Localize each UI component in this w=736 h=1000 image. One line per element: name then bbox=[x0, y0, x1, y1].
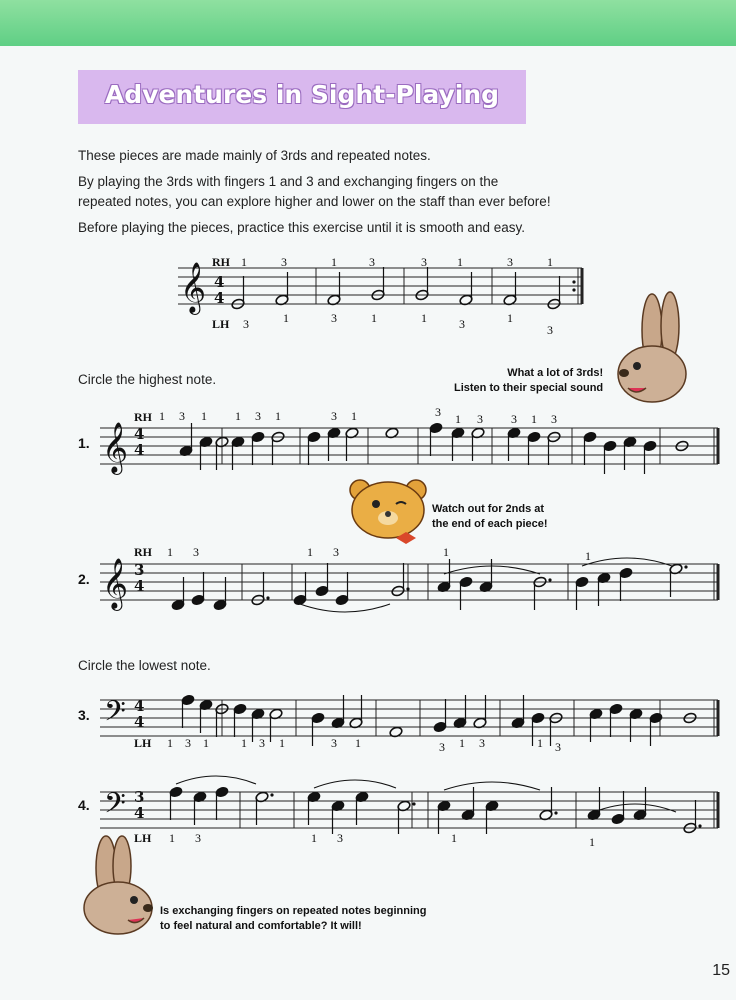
piece4-time-top: 3 bbox=[134, 788, 145, 806]
treble-clef-icon: 𝄞 bbox=[180, 262, 207, 313]
piece1-finger-number: 1 bbox=[235, 409, 241, 423]
note bbox=[307, 791, 321, 825]
note bbox=[233, 703, 247, 737]
note bbox=[589, 708, 603, 742]
piece3-finger-number: 3 bbox=[439, 740, 445, 754]
piece-number-2: 2. bbox=[78, 571, 90, 587]
piece1-finger-number: 1 bbox=[201, 409, 207, 423]
page-number: 15 bbox=[712, 962, 730, 979]
note-dot bbox=[698, 824, 701, 827]
note bbox=[471, 427, 485, 461]
note bbox=[255, 791, 274, 825]
piece2-finger-number: 1 bbox=[443, 545, 449, 559]
piece2-time-bottom: 4 bbox=[134, 577, 145, 595]
piece3-lh-label: LH bbox=[134, 736, 152, 750]
note-dot bbox=[270, 793, 273, 796]
piece3-finger-number: 1 bbox=[203, 736, 209, 750]
slur bbox=[176, 776, 256, 784]
note-dot bbox=[554, 811, 557, 814]
note-dot bbox=[548, 578, 551, 581]
piece3-finger-number: 3 bbox=[259, 736, 265, 750]
slur bbox=[300, 604, 390, 612]
note bbox=[191, 572, 205, 606]
piece1-finger-number: 1 bbox=[351, 409, 357, 423]
note bbox=[193, 791, 207, 825]
note bbox=[629, 708, 643, 742]
note bbox=[293, 572, 307, 606]
note bbox=[683, 800, 702, 834]
note bbox=[311, 712, 325, 746]
bear-speech-line-2: the end of each piece! bbox=[432, 518, 548, 530]
piece3-finger-number: 1 bbox=[355, 736, 361, 750]
exercise-rh-finger-number: 3 bbox=[369, 255, 375, 269]
exercise-lh-finger-number: 1 bbox=[371, 311, 377, 325]
exercise-rh-finger-number: 1 bbox=[457, 255, 463, 269]
exercise-rh-finger-number: 3 bbox=[281, 255, 287, 269]
piece4-staff bbox=[100, 792, 718, 828]
intro-line-4: Before playing the pieces, practice this exercise until it is smooth and easy. bbox=[78, 220, 525, 235]
note bbox=[623, 436, 637, 470]
note-dot bbox=[406, 587, 409, 590]
exercise-lh-label: LH bbox=[212, 317, 230, 331]
piece-number-1: 1. bbox=[78, 435, 90, 451]
piece1-finger-number: 3 bbox=[179, 409, 185, 423]
note bbox=[251, 431, 265, 465]
piece3-finger-number: 1 bbox=[167, 736, 173, 750]
exercise-rh-label: RH bbox=[212, 255, 230, 269]
prompt-lowest-note: Circle the lowest note. bbox=[78, 658, 211, 673]
piece1-finger-number: 1 bbox=[159, 409, 165, 423]
exercise-time-bottom: 4 bbox=[214, 289, 225, 307]
note bbox=[643, 440, 657, 474]
piece3-finger-number: 1 bbox=[537, 736, 543, 750]
note bbox=[611, 791, 625, 825]
note bbox=[231, 276, 245, 310]
piece1-rh-label: RH bbox=[134, 410, 152, 424]
rabbit-illustration-2 bbox=[84, 836, 153, 934]
bass-clef-icon: 𝄢 bbox=[104, 695, 126, 735]
note bbox=[597, 572, 611, 606]
note bbox=[397, 800, 416, 834]
exercise-rh-finger-number: 3 bbox=[507, 255, 513, 269]
piece3-finger-number: 3 bbox=[479, 736, 485, 750]
treble-clef-icon: 𝄞 bbox=[102, 422, 129, 473]
note bbox=[415, 267, 429, 301]
slur bbox=[594, 804, 676, 812]
piece4-finger-number: 1 bbox=[169, 831, 175, 845]
repeat-dot bbox=[572, 288, 575, 291]
slur bbox=[582, 558, 672, 566]
piece2-time-top: 3 bbox=[134, 561, 145, 579]
note bbox=[619, 567, 633, 601]
piece2-finger-number: 1 bbox=[167, 545, 173, 559]
note-dot bbox=[684, 565, 687, 568]
piece1-finger-number: 3 bbox=[255, 409, 261, 423]
note bbox=[459, 576, 473, 610]
note bbox=[485, 800, 499, 834]
note bbox=[533, 576, 552, 610]
note bbox=[169, 786, 183, 820]
prompt-highest-note: Circle the highest note. bbox=[78, 372, 217, 387]
exercise-lh-finger-number: 3 bbox=[459, 317, 465, 331]
note bbox=[609, 703, 623, 737]
piece4-finger-number: 1 bbox=[451, 831, 457, 845]
note bbox=[271, 431, 285, 465]
piece3-time-bottom: 4 bbox=[134, 713, 145, 731]
note bbox=[199, 699, 213, 733]
piece2-finger-number: 1 bbox=[307, 545, 313, 559]
piece-number-3: 3. bbox=[78, 707, 90, 723]
slur bbox=[444, 782, 540, 790]
exercise-rh-finger-number: 3 bbox=[421, 255, 427, 269]
rabbit-speech-2-line-1: Is exchanging fingers on repeated notes beginning bbox=[160, 905, 427, 917]
piece1-finger-number: 3 bbox=[477, 412, 483, 426]
note bbox=[181, 694, 195, 728]
note bbox=[433, 699, 447, 733]
piece2-finger-number: 3 bbox=[193, 545, 199, 559]
note bbox=[231, 436, 245, 470]
piece4-finger-number: 1 bbox=[589, 835, 595, 849]
note bbox=[307, 431, 321, 465]
exercise-rh-finger-number: 1 bbox=[331, 255, 337, 269]
note bbox=[199, 436, 213, 470]
piece4-finger-number: 3 bbox=[337, 831, 343, 845]
piece2-finger-number: 1 bbox=[585, 549, 591, 563]
piece1-finger-number: 3 bbox=[511, 412, 517, 426]
intro-line-1: These pieces are made mainly of 3rds and repeated notes. bbox=[78, 148, 431, 163]
piece4-finger-number: 3 bbox=[195, 831, 201, 845]
piece3-time-top: 4 bbox=[134, 697, 145, 715]
rabbit-speech-1-line-2: Listen to their special sound bbox=[454, 382, 604, 394]
piece3-finger-number: 1 bbox=[279, 736, 285, 750]
rabbit-speech-1-line-1: What a lot of 3rds! bbox=[507, 367, 604, 379]
staff-layer bbox=[100, 255, 718, 849]
exercise-lh-finger-number: 1 bbox=[507, 311, 513, 325]
bass-clef-icon: 𝄢 bbox=[104, 787, 126, 827]
exercise-lh-finger-number: 3 bbox=[547, 323, 553, 337]
note-dot bbox=[266, 596, 269, 599]
note bbox=[507, 427, 521, 461]
note bbox=[583, 431, 597, 465]
note bbox=[451, 427, 465, 461]
exercise-time-top: 4 bbox=[214, 273, 225, 291]
piece1-time-top: 4 bbox=[134, 425, 145, 443]
note bbox=[391, 563, 410, 597]
exercise-lh-finger-number: 3 bbox=[243, 317, 249, 331]
exercise-lh-finger-number: 1 bbox=[421, 311, 427, 325]
piece3-staff bbox=[100, 700, 718, 736]
page-title: Adventures in Sight-Playing bbox=[104, 80, 500, 109]
note bbox=[669, 563, 688, 597]
treble-clef-icon: 𝄞 bbox=[102, 558, 129, 609]
piece-number-4: 4. bbox=[78, 797, 90, 813]
bear-speech-line-1: Watch out for 2nds at bbox=[432, 503, 545, 515]
piece3-finger-number: 3 bbox=[331, 736, 337, 750]
note bbox=[429, 422, 443, 456]
piece3-finger-number: 1 bbox=[459, 736, 465, 750]
note bbox=[355, 791, 369, 825]
piece4-lh-label: LH bbox=[134, 831, 152, 845]
bear-illustration bbox=[350, 480, 426, 544]
piece3-finger-number: 3 bbox=[185, 736, 191, 750]
note bbox=[437, 800, 451, 834]
piece1-finger-number: 3 bbox=[435, 405, 441, 419]
piece1-finger-number: 1 bbox=[275, 409, 281, 423]
exercise-rh-finger-number: 1 bbox=[241, 255, 247, 269]
piece2-finger-number: 3 bbox=[333, 545, 339, 559]
note bbox=[251, 572, 270, 606]
note bbox=[547, 431, 561, 465]
rabbit-speech-2-line-2: to feel natural and comfortable? It will! bbox=[160, 920, 362, 932]
note bbox=[345, 427, 359, 461]
piece1-finger-number: 1 bbox=[531, 412, 537, 426]
piece1-finger-number: 3 bbox=[331, 409, 337, 423]
piece2-rh-label: RH bbox=[134, 545, 152, 559]
slur bbox=[314, 780, 396, 788]
note bbox=[547, 276, 561, 310]
piece1-finger-number: 3 bbox=[551, 412, 557, 426]
note bbox=[215, 786, 229, 820]
rabbit-illustration-1 bbox=[618, 292, 686, 402]
note bbox=[327, 427, 341, 461]
note-dot bbox=[412, 802, 415, 805]
note bbox=[335, 572, 349, 606]
note bbox=[649, 712, 663, 746]
piece1-finger-number: 1 bbox=[455, 412, 461, 426]
note bbox=[603, 440, 617, 474]
note bbox=[331, 800, 345, 834]
note bbox=[315, 563, 329, 597]
exercise-rh-finger-number: 1 bbox=[547, 255, 553, 269]
note bbox=[527, 431, 541, 465]
exercise-lh-finger-number: 3 bbox=[331, 311, 337, 325]
piece3-finger-number: 1 bbox=[241, 736, 247, 750]
intro-line-3: repeated notes, you can explore higher and lower on the staff than ever before! bbox=[78, 194, 551, 209]
note bbox=[371, 267, 385, 301]
piece1-time-bottom: 4 bbox=[134, 441, 145, 459]
note bbox=[575, 576, 589, 610]
repeat-dot bbox=[572, 280, 575, 283]
intro-line-2: By playing the 3rds with fingers 1 and 3 and exchanging fingers on the bbox=[78, 174, 499, 189]
exercise-lh-finger-number: 1 bbox=[283, 311, 289, 325]
piece3-finger-number: 3 bbox=[555, 740, 561, 754]
piece4-finger-number: 1 bbox=[311, 831, 317, 845]
piece4-time-bottom: 4 bbox=[134, 804, 145, 822]
